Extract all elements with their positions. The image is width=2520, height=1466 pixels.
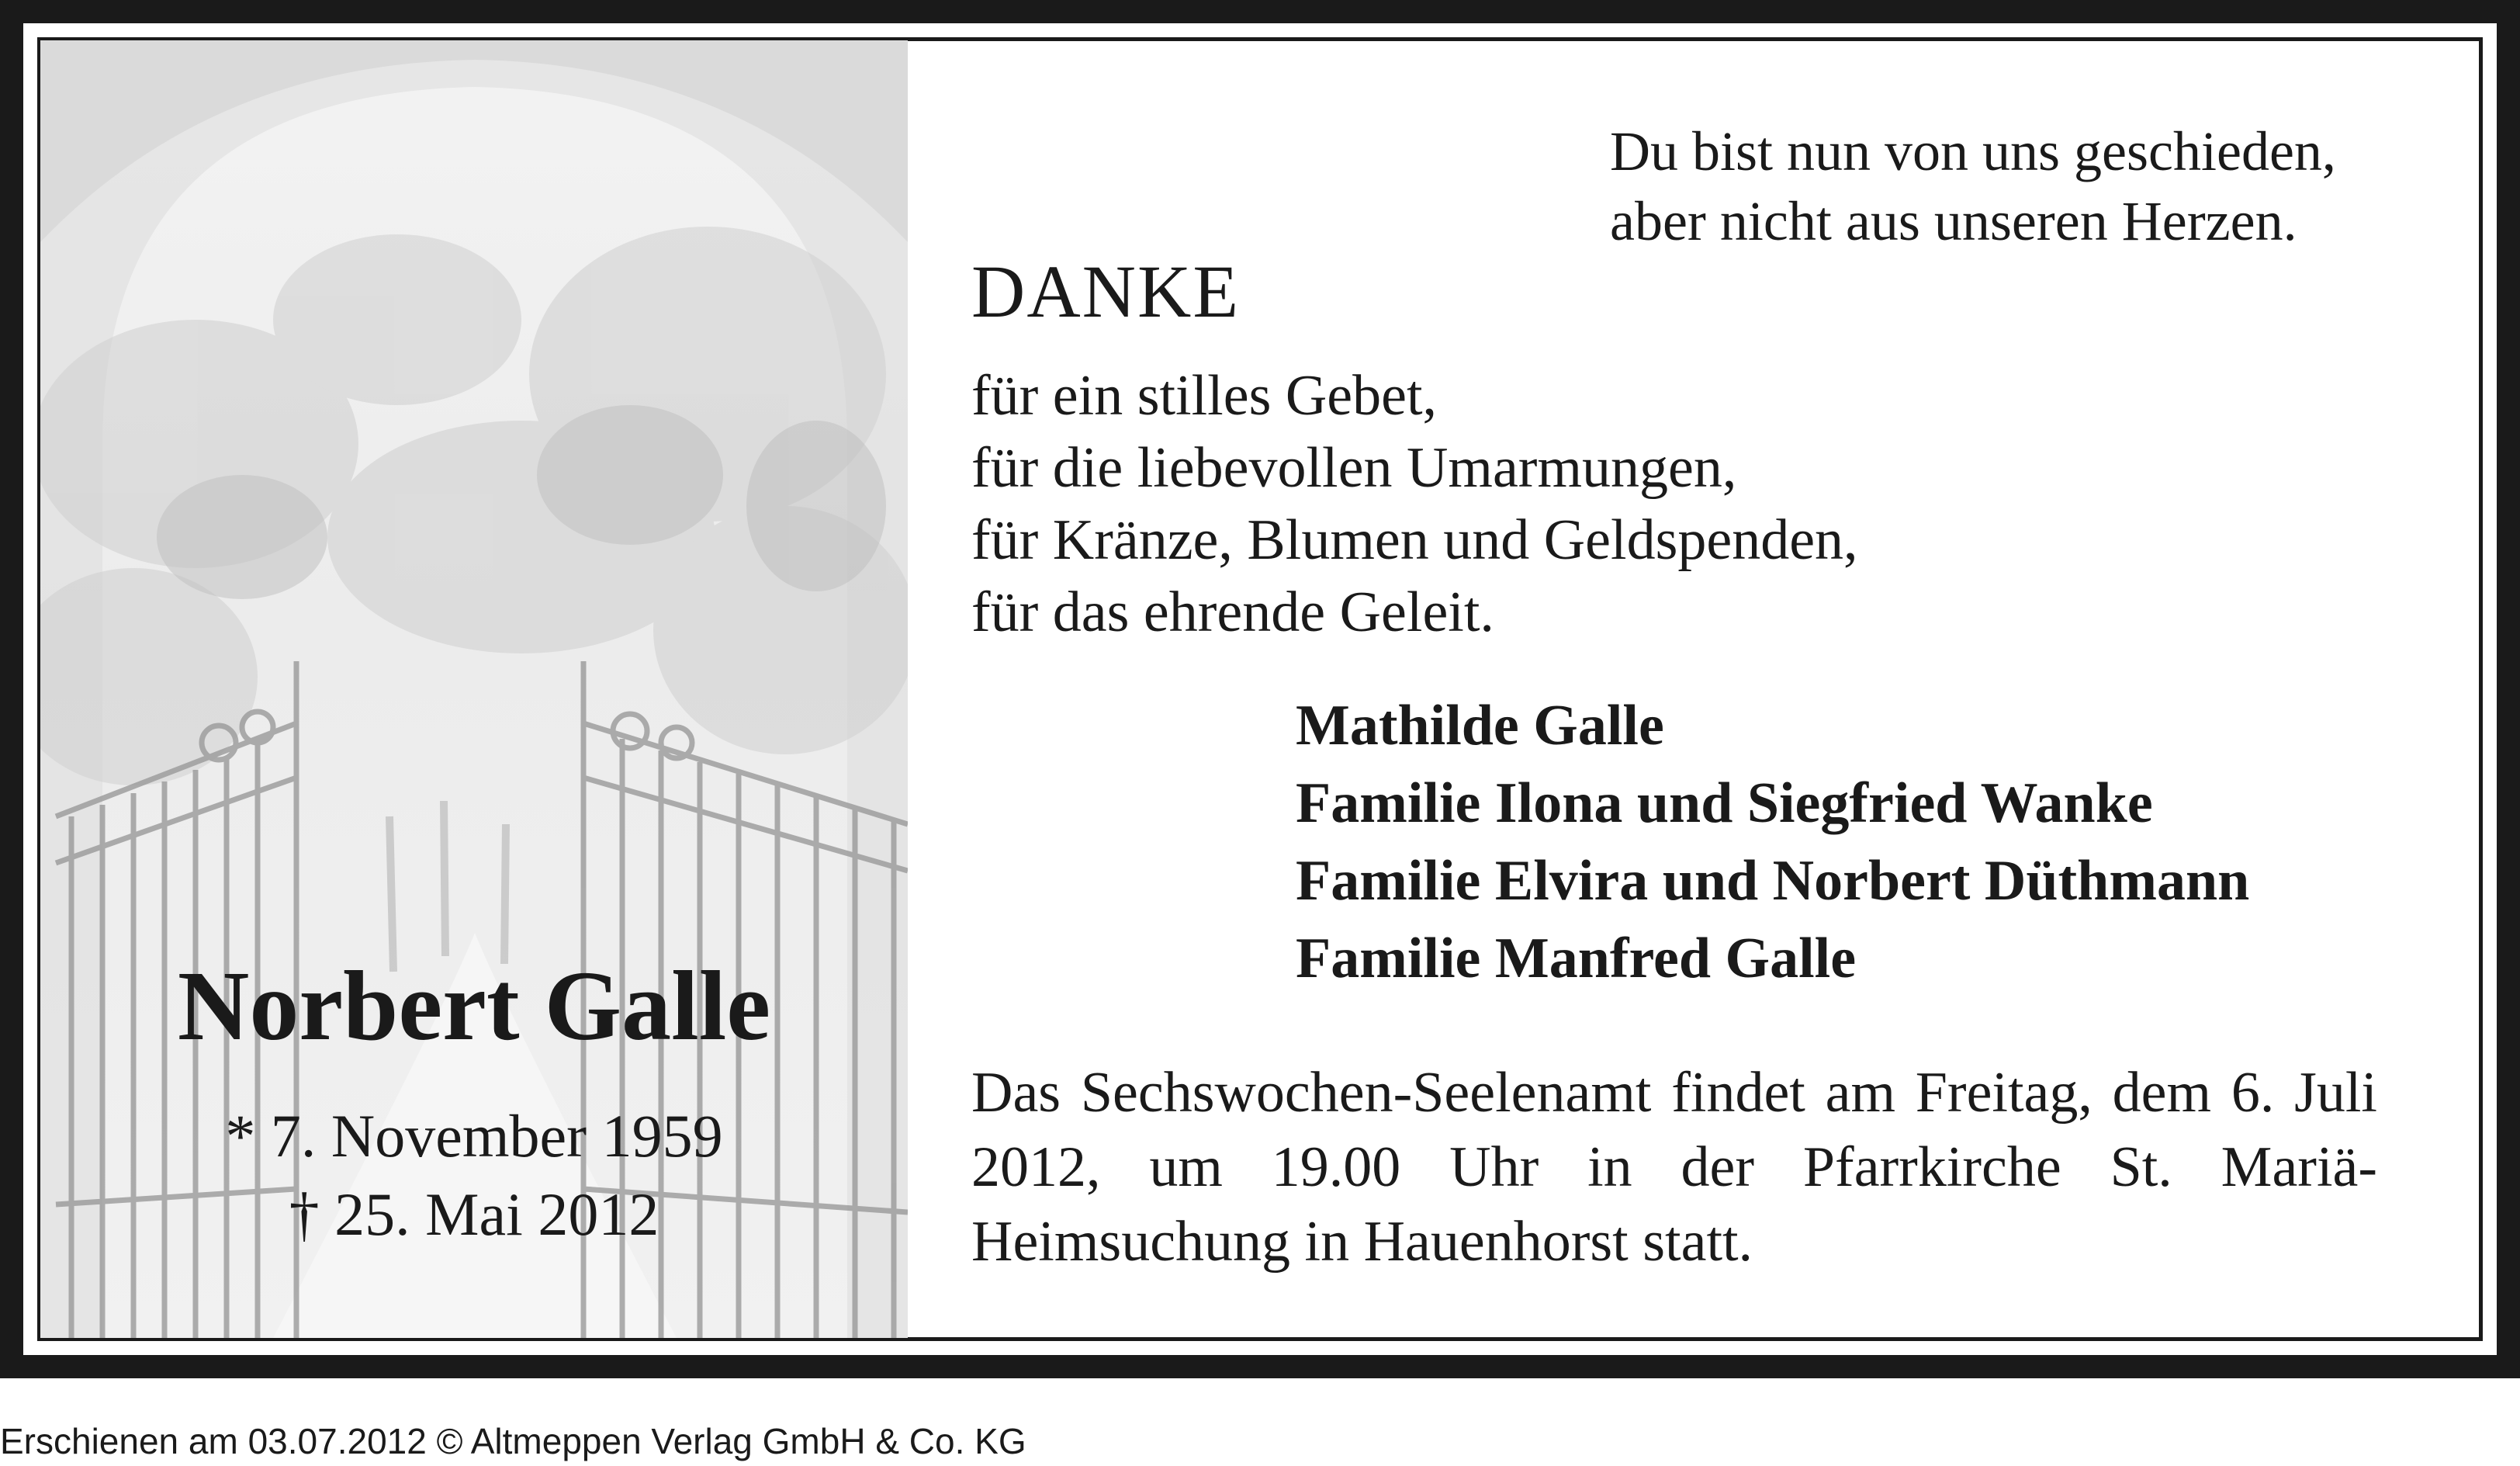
deceased-name: Norbert Galle [177, 951, 771, 1061]
mourner-name: Mathilde Galle [1296, 694, 1664, 757]
motto-line: aber nicht aus unseren Herzen. [1610, 190, 2297, 252]
obituary-card [23, 23, 2497, 1355]
mourner-name: Familie Manfred Galle [1296, 927, 1857, 990]
thanks-heading: DANKE [971, 250, 1240, 333]
publication-footer: Erschienen am 03.07.2012 © Altmeppen Verlag GmbH & Co. KG [0, 1421, 1026, 1461]
mourners-list [1296, 687, 2249, 997]
motto [1610, 116, 2336, 256]
thanks-item: für das ehrende Geleit. [971, 581, 1494, 644]
thanks-item: für die liebevollen Umarmungen, [971, 436, 1737, 500]
thanks-item: für Kränze, Blumen und Geldspenden, [971, 508, 1858, 572]
motto-line: Du bist nun von uns geschieden, [1610, 120, 2336, 182]
thanks-list [971, 360, 1858, 649]
thanks-item: für ein stilles Gebet, [971, 364, 1438, 428]
birth-date: * 7. November 1959 [225, 1102, 723, 1170]
mourner-name: Familie Ilona und Siegfried Wanke [1296, 771, 2153, 835]
service-notice: Das Sechswochen-Seelenamt findet am Freitag, dem 6. Juli 2012, um 19.00 Uhr in der Pfarrkirche St. Mariä-Heimsuchung in Hauenhorst statt. [971, 1061, 2377, 1274]
mourner-name: Familie Elvira und Norbert Düthmann [1296, 849, 2250, 913]
death-date: † 25. Mai 2012 [289, 1180, 659, 1248]
